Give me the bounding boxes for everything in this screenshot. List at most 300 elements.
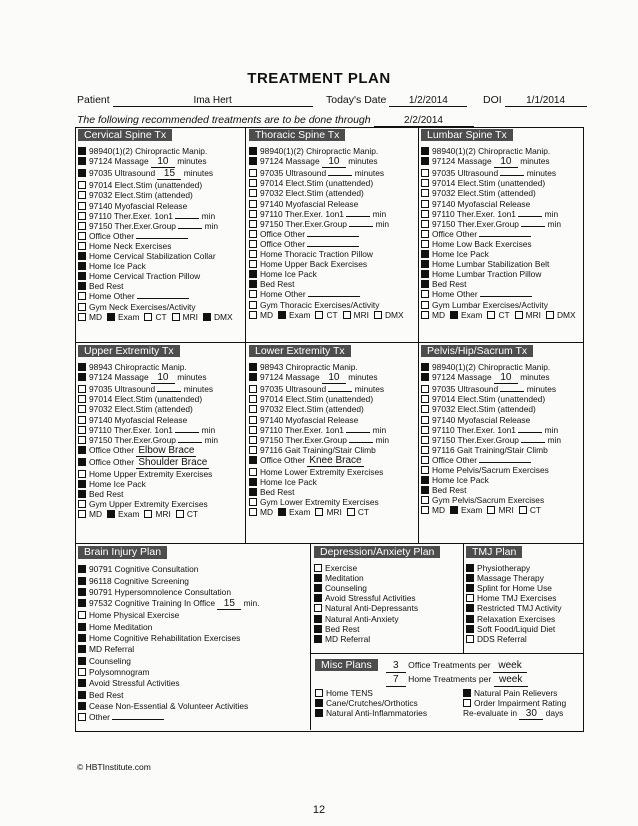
checklist-item: [78, 231, 244, 241]
item-value-field[interactable]: [479, 236, 531, 237]
checkbox[interactable]: [249, 240, 257, 248]
checkbox[interactable]: [249, 436, 257, 444]
checkbox[interactable]: [78, 470, 86, 478]
home-unit-field[interactable]: week: [494, 673, 528, 687]
item-value-field[interactable]: [328, 175, 352, 176]
checkbox[interactable]: [78, 645, 86, 653]
grid-divider: [418, 127, 419, 543]
referral-label: CT: [186, 509, 198, 520]
checklist-item: [421, 219, 581, 229]
depression-anxiety-section: [314, 546, 462, 644]
item-value-field[interactable]: [346, 216, 370, 217]
office-count-field[interactable]: 3: [386, 659, 406, 673]
checkbox[interactable]: [421, 476, 429, 484]
checkbox[interactable]: [421, 395, 429, 403]
checkbox[interactable]: [421, 250, 429, 258]
checkbox[interactable]: [78, 157, 86, 165]
referral-row: [78, 509, 244, 519]
checkbox[interactable]: [314, 594, 322, 602]
checkbox[interactable]: [421, 169, 429, 177]
checkbox[interactable]: [249, 488, 257, 496]
item-value-field[interactable]: [137, 298, 189, 299]
checkbox[interactable]: [421, 373, 429, 381]
checkbox[interactable]: [78, 202, 86, 210]
item-label: Bed Rest: [325, 623, 360, 634]
checkbox[interactable]: [450, 311, 458, 319]
checklist-item: [421, 249, 581, 259]
checkbox[interactable]: [249, 200, 257, 208]
item-value-field[interactable]: [308, 296, 360, 297]
checklist-item: [315, 708, 463, 718]
checkbox[interactable]: [107, 510, 115, 518]
checklist-item: [78, 712, 308, 723]
checkbox[interactable]: [421, 147, 429, 155]
item-label: MD Referral: [325, 633, 371, 644]
item-value-field[interactable]: 10: [494, 157, 518, 168]
item-label: Counseling: [89, 655, 131, 666]
checkbox[interactable]: [78, 611, 86, 619]
checkbox[interactable]: [278, 508, 286, 516]
checklist-item: [421, 168, 581, 178]
checkbox[interactable]: [450, 506, 458, 514]
checkbox[interactable]: [78, 458, 86, 466]
item-value-field[interactable]: Shoulder Brace: [138, 456, 208, 468]
item-label: 97035 Ultrasound: [432, 384, 499, 395]
item-unit: minutes: [348, 156, 378, 167]
checklist-item: [315, 698, 463, 708]
patient-row: [77, 94, 313, 107]
checklist-item: [78, 479, 244, 489]
checkbox[interactable]: [315, 689, 323, 697]
checkbox[interactable]: [78, 242, 86, 250]
checklist-item: [78, 394, 244, 404]
item-label: Office Other: [432, 228, 477, 239]
item-label: Home Lumbar Traction Pillow: [432, 269, 542, 280]
doi-field[interactable]: 1/1/2014: [505, 95, 587, 107]
checkbox[interactable]: [466, 564, 474, 572]
checklist-item: [78, 678, 308, 689]
checkbox[interactable]: [421, 486, 429, 494]
checklist-item: [78, 701, 308, 712]
checkbox[interactable]: [249, 230, 257, 238]
checkbox[interactable]: [421, 496, 429, 504]
checkbox[interactable]: [78, 446, 86, 454]
checkbox[interactable]: [249, 478, 257, 486]
checkbox[interactable]: [249, 416, 257, 424]
checkbox[interactable]: [78, 623, 86, 631]
checkbox[interactable]: [487, 506, 495, 514]
checkbox[interactable]: [249, 498, 257, 506]
checklist-item: [421, 362, 581, 372]
item-value-field[interactable]: [112, 719, 164, 720]
item-label: Home Ice Pack: [260, 477, 317, 488]
checkbox[interactable]: [421, 260, 429, 268]
checkbox[interactable]: [78, 634, 86, 642]
checklist-item: [249, 455, 417, 467]
reevaluate-field[interactable]: 30: [519, 709, 543, 720]
checkbox[interactable]: [421, 436, 429, 444]
office-unit-field[interactable]: week: [493, 659, 527, 673]
checkbox[interactable]: [421, 210, 429, 218]
item-value-field[interactable]: [157, 391, 181, 392]
checkbox[interactable]: [421, 506, 429, 514]
referral-label: Exam: [118, 509, 140, 520]
item-value-field[interactable]: [521, 226, 545, 227]
checkbox[interactable]: [421, 230, 429, 238]
checkbox[interactable]: [546, 311, 554, 319]
checkbox[interactable]: [78, 500, 86, 508]
checkbox[interactable]: [172, 313, 180, 321]
checkbox[interactable]: [374, 311, 382, 319]
item-value-field[interactable]: [346, 432, 370, 433]
checkbox[interactable]: [249, 426, 257, 434]
checkbox[interactable]: [466, 625, 474, 633]
item-value-field[interactable]: [349, 442, 373, 443]
checkbox[interactable]: [78, 577, 86, 585]
item-value-field[interactable]: [500, 175, 524, 176]
checkbox[interactable]: [78, 282, 86, 290]
checkbox[interactable]: [78, 405, 86, 413]
checkbox[interactable]: [421, 426, 429, 434]
checkbox[interactable]: [421, 456, 429, 464]
checklist-item: [466, 603, 582, 613]
item-label: Home Physical Exercise: [89, 610, 180, 621]
item-value-field[interactable]: [178, 442, 202, 443]
checkbox[interactable]: [78, 292, 86, 300]
checklist-item: [249, 435, 417, 445]
checkbox[interactable]: [278, 311, 286, 319]
page-number: 12: [312, 804, 326, 816]
checkbox[interactable]: [314, 604, 322, 612]
checkbox[interactable]: [78, 212, 86, 220]
checkbox[interactable]: [78, 416, 86, 424]
referral-label: DMX: [384, 309, 404, 320]
checkbox[interactable]: [421, 405, 429, 413]
checkbox[interactable]: [78, 395, 86, 403]
item-value-field[interactable]: [500, 391, 524, 392]
item-label: Home Ice Pack: [432, 249, 489, 260]
checkbox[interactable]: [78, 303, 86, 311]
item-label: Polysomnogram: [89, 666, 150, 677]
misc-right-column: [463, 688, 581, 720]
checkbox[interactable]: [315, 699, 323, 707]
office-frequency-label: Office Treatments per: [408, 660, 491, 670]
checkbox[interactable]: [249, 220, 257, 228]
checkbox[interactable]: [144, 510, 152, 518]
item-label: Bed Rest: [260, 487, 295, 498]
item-label: Office Other: [260, 228, 305, 239]
checkbox[interactable]: [249, 456, 257, 464]
checkbox[interactable]: [421, 240, 429, 248]
checkbox[interactable]: [249, 373, 257, 381]
item-unit: min: [201, 210, 216, 221]
checklist-item: [463, 698, 581, 708]
checkbox[interactable]: [515, 311, 523, 319]
checkbox[interactable]: [466, 604, 474, 612]
checkbox[interactable]: [466, 615, 474, 623]
checkbox[interactable]: [249, 385, 257, 393]
item-label: Office Other: [432, 454, 477, 465]
checkbox[interactable]: [421, 290, 429, 298]
item-label: Bed Rest: [89, 489, 124, 500]
checklist-item: [249, 372, 417, 384]
item-label: 97035 Ultrasound: [89, 384, 156, 395]
lower-extremity-section: [249, 345, 417, 518]
item-value-field[interactable]: [307, 236, 359, 237]
checkbox[interactable]: [347, 508, 355, 516]
checkbox[interactable]: [249, 189, 257, 197]
checkbox[interactable]: [421, 363, 429, 371]
item-label: Exercise: [325, 563, 358, 574]
checklist-item: [249, 467, 417, 477]
item-label: 97150 Ther.Exer.Group: [260, 218, 347, 229]
checkbox[interactable]: [78, 691, 86, 699]
checkbox[interactable]: [249, 280, 257, 288]
item-value-field[interactable]: [178, 228, 202, 229]
checkbox[interactable]: [421, 200, 429, 208]
checkbox[interactable]: [78, 272, 86, 280]
item-label: DDS Referral: [477, 633, 527, 644]
checkbox[interactable]: [249, 395, 257, 403]
checklist-item: [249, 146, 417, 156]
checkbox[interactable]: [314, 625, 322, 633]
checkbox[interactable]: [249, 147, 257, 155]
item-label: 97110 Ther.Exer. 1on1: [89, 210, 173, 221]
grid-divider: [245, 127, 246, 543]
checkbox[interactable]: [78, 252, 86, 260]
item-value-field[interactable]: [518, 216, 542, 217]
item-label: Home Cervical Traction Pillow: [89, 271, 201, 282]
checkbox[interactable]: [78, 713, 86, 721]
checkbox[interactable]: [249, 311, 257, 319]
checkbox[interactable]: [421, 446, 429, 454]
checkbox[interactable]: [78, 313, 86, 321]
checkbox[interactable]: [144, 313, 152, 321]
checklist-item: [466, 573, 582, 583]
checkbox[interactable]: [421, 385, 429, 393]
checkbox[interactable]: [315, 311, 323, 319]
checkbox[interactable]: [314, 564, 322, 572]
item-label: Natural Anti-Inflammatories: [326, 708, 428, 719]
checklist-item: [78, 190, 244, 200]
reevaluate-unit: days: [545, 708, 564, 719]
checklist-item: [249, 199, 417, 209]
item-unit: minutes: [354, 168, 385, 179]
item-value-field[interactable]: 10: [322, 373, 346, 384]
item-value-field[interactable]: [307, 246, 359, 247]
checkbox[interactable]: [249, 301, 257, 309]
item-label: MD Referral: [89, 644, 135, 655]
checkbox[interactable]: [487, 311, 495, 319]
item-value-field[interactable]: [136, 238, 188, 239]
checkbox[interactable]: [343, 311, 351, 319]
checkbox[interactable]: [314, 615, 322, 623]
checkbox[interactable]: [176, 510, 184, 518]
checkbox[interactable]: [249, 468, 257, 476]
checkbox[interactable]: [249, 363, 257, 371]
item-label: 96118 Cognitive Screening: [89, 575, 189, 586]
checkbox[interactable]: [466, 584, 474, 592]
checkbox[interactable]: [463, 689, 471, 697]
checkbox[interactable]: [249, 210, 257, 218]
checklist-item: [421, 146, 581, 156]
checkbox[interactable]: [203, 313, 211, 321]
checkbox[interactable]: [107, 313, 115, 321]
item-value-field[interactable]: 10: [494, 373, 518, 384]
checkbox[interactable]: [421, 179, 429, 187]
checkbox[interactable]: [249, 405, 257, 413]
checkbox[interactable]: [421, 280, 429, 288]
item-label: Home Upper Back Exercises: [260, 259, 368, 270]
checklist-item: [421, 415, 581, 425]
checkbox[interactable]: [78, 222, 86, 230]
item-value-field[interactable]: [349, 226, 373, 227]
checkbox[interactable]: [78, 510, 86, 518]
patient-field[interactable]: Ima Hert: [113, 95, 313, 107]
item-label: Bed Rest: [89, 689, 124, 700]
checkbox[interactable]: [421, 301, 429, 309]
checkbox[interactable]: [78, 147, 86, 155]
checkbox[interactable]: [78, 436, 86, 444]
checkbox[interactable]: [78, 385, 86, 393]
checklist-item: [249, 477, 417, 487]
checkbox[interactable]: [315, 508, 323, 516]
item-value-field[interactable]: 10: [151, 373, 175, 384]
checkbox[interactable]: [78, 191, 86, 199]
item-label: 97032 Elect.Stim (attended): [432, 404, 536, 415]
checklist-item: [314, 603, 462, 613]
item-value-field[interactable]: [175, 432, 199, 433]
item-label: 97150 Ther.Exer.Group: [89, 220, 176, 231]
item-label: 97014 Elect.Stim (unattended): [89, 180, 203, 191]
checkbox[interactable]: [78, 679, 86, 687]
checklist-item: [78, 644, 308, 655]
item-unit: min: [547, 218, 562, 229]
copyright-footer: © HBTInstitute.com: [77, 762, 151, 772]
checkbox[interactable]: [249, 270, 257, 278]
item-label: Bed Rest: [260, 279, 295, 290]
checklist-item: [249, 156, 417, 168]
checkbox[interactable]: [249, 508, 257, 516]
through-date-field[interactable]: 2/2/2014: [374, 115, 474, 127]
checklist-item: [314, 583, 462, 593]
checkbox[interactable]: [78, 181, 86, 189]
checklist-item: [78, 667, 308, 678]
item-unit: min: [201, 424, 216, 435]
checkbox[interactable]: [314, 584, 322, 592]
checkbox[interactable]: [466, 594, 474, 602]
item-label: 97124 Massage: [260, 156, 320, 167]
item-value-field[interactable]: Knee Brace: [309, 454, 362, 466]
checklist-item: [249, 300, 417, 310]
item-value-field[interactable]: 10: [322, 157, 346, 168]
item-value-field[interactable]: [521, 442, 545, 443]
item-unit: minutes: [177, 372, 207, 383]
checkbox[interactable]: [421, 189, 429, 197]
checkbox[interactable]: [78, 657, 86, 665]
item-label: Home Neck Exercises: [89, 240, 172, 251]
checkbox[interactable]: [249, 157, 257, 165]
checkbox[interactable]: [466, 635, 474, 643]
item-label: Gym Lumbar Exercises/Activity: [432, 299, 548, 310]
item-label: 97124 Massage: [89, 156, 149, 167]
todays-date-field[interactable]: 1/2/2014: [389, 95, 467, 107]
todays-date-row: [326, 94, 467, 107]
item-value-field[interactable]: [480, 296, 532, 297]
item-label: 97532 Cognitive Training In Office: [89, 598, 216, 609]
checklist-item: [466, 614, 582, 624]
checkbox[interactable]: [78, 565, 86, 573]
checkbox[interactable]: [249, 179, 257, 187]
item-value-field[interactable]: [518, 432, 542, 433]
item-value-field[interactable]: 10: [151, 157, 175, 168]
checkbox[interactable]: [78, 363, 86, 371]
checklist-item: [463, 688, 581, 698]
checkbox[interactable]: [78, 668, 86, 676]
item-label: Home Ice Pack: [89, 479, 146, 490]
item-label: 97032 Elect.Stim (attended): [89, 190, 193, 201]
checkbox[interactable]: [315, 709, 323, 717]
item-unit: minutes: [520, 156, 550, 167]
referral-label: CT: [155, 311, 167, 322]
checkbox[interactable]: [78, 480, 86, 488]
checkbox[interactable]: [78, 702, 86, 710]
home-count-field[interactable]: 7: [386, 673, 406, 687]
checkbox[interactable]: [249, 446, 257, 454]
item-label: Home Ice Pack: [89, 261, 146, 272]
checkbox[interactable]: [421, 157, 429, 165]
item-value-field[interactable]: Elbow Brace: [138, 444, 195, 456]
checkbox[interactable]: [421, 416, 429, 424]
checklist-item: [421, 455, 581, 465]
item-label: Office Other: [260, 454, 305, 465]
checkbox[interactable]: [78, 232, 86, 240]
checkbox[interactable]: [463, 699, 471, 707]
checkbox[interactable]: [421, 270, 429, 278]
checkbox[interactable]: [421, 220, 429, 228]
checkbox[interactable]: [78, 599, 86, 607]
checkbox[interactable]: [249, 290, 257, 298]
checkbox[interactable]: [78, 426, 86, 434]
item-value-field[interactable]: 15: [157, 169, 181, 180]
item-value-field[interactable]: [175, 218, 199, 219]
item-unit: min: [204, 220, 219, 231]
checkbox[interactable]: [249, 169, 257, 177]
checkbox[interactable]: [78, 262, 86, 270]
checkbox[interactable]: [78, 373, 86, 381]
checklist-item: [249, 384, 417, 394]
referral-label: MRI: [353, 309, 369, 320]
checkbox[interactable]: [519, 506, 527, 514]
checkbox[interactable]: [78, 490, 86, 498]
checkbox[interactable]: [78, 169, 86, 177]
checklist-item: [78, 291, 244, 301]
brain-section-title: Brain Injury Plan: [78, 546, 167, 559]
checkbox[interactable]: [249, 260, 257, 268]
item-label: Home Cervical Stabilization Collar: [89, 251, 216, 262]
item-value-field[interactable]: [479, 462, 531, 463]
checkbox[interactable]: [314, 635, 322, 643]
checkbox[interactable]: [314, 574, 322, 582]
checkbox[interactable]: [466, 574, 474, 582]
checkbox[interactable]: [421, 311, 429, 319]
checklist-item: [78, 633, 308, 644]
item-value-field[interactable]: [328, 391, 352, 392]
checkbox[interactable]: [78, 588, 86, 596]
checkbox[interactable]: [249, 250, 257, 258]
checkbox[interactable]: [421, 466, 429, 474]
item-value-field[interactable]: 15: [217, 598, 241, 610]
